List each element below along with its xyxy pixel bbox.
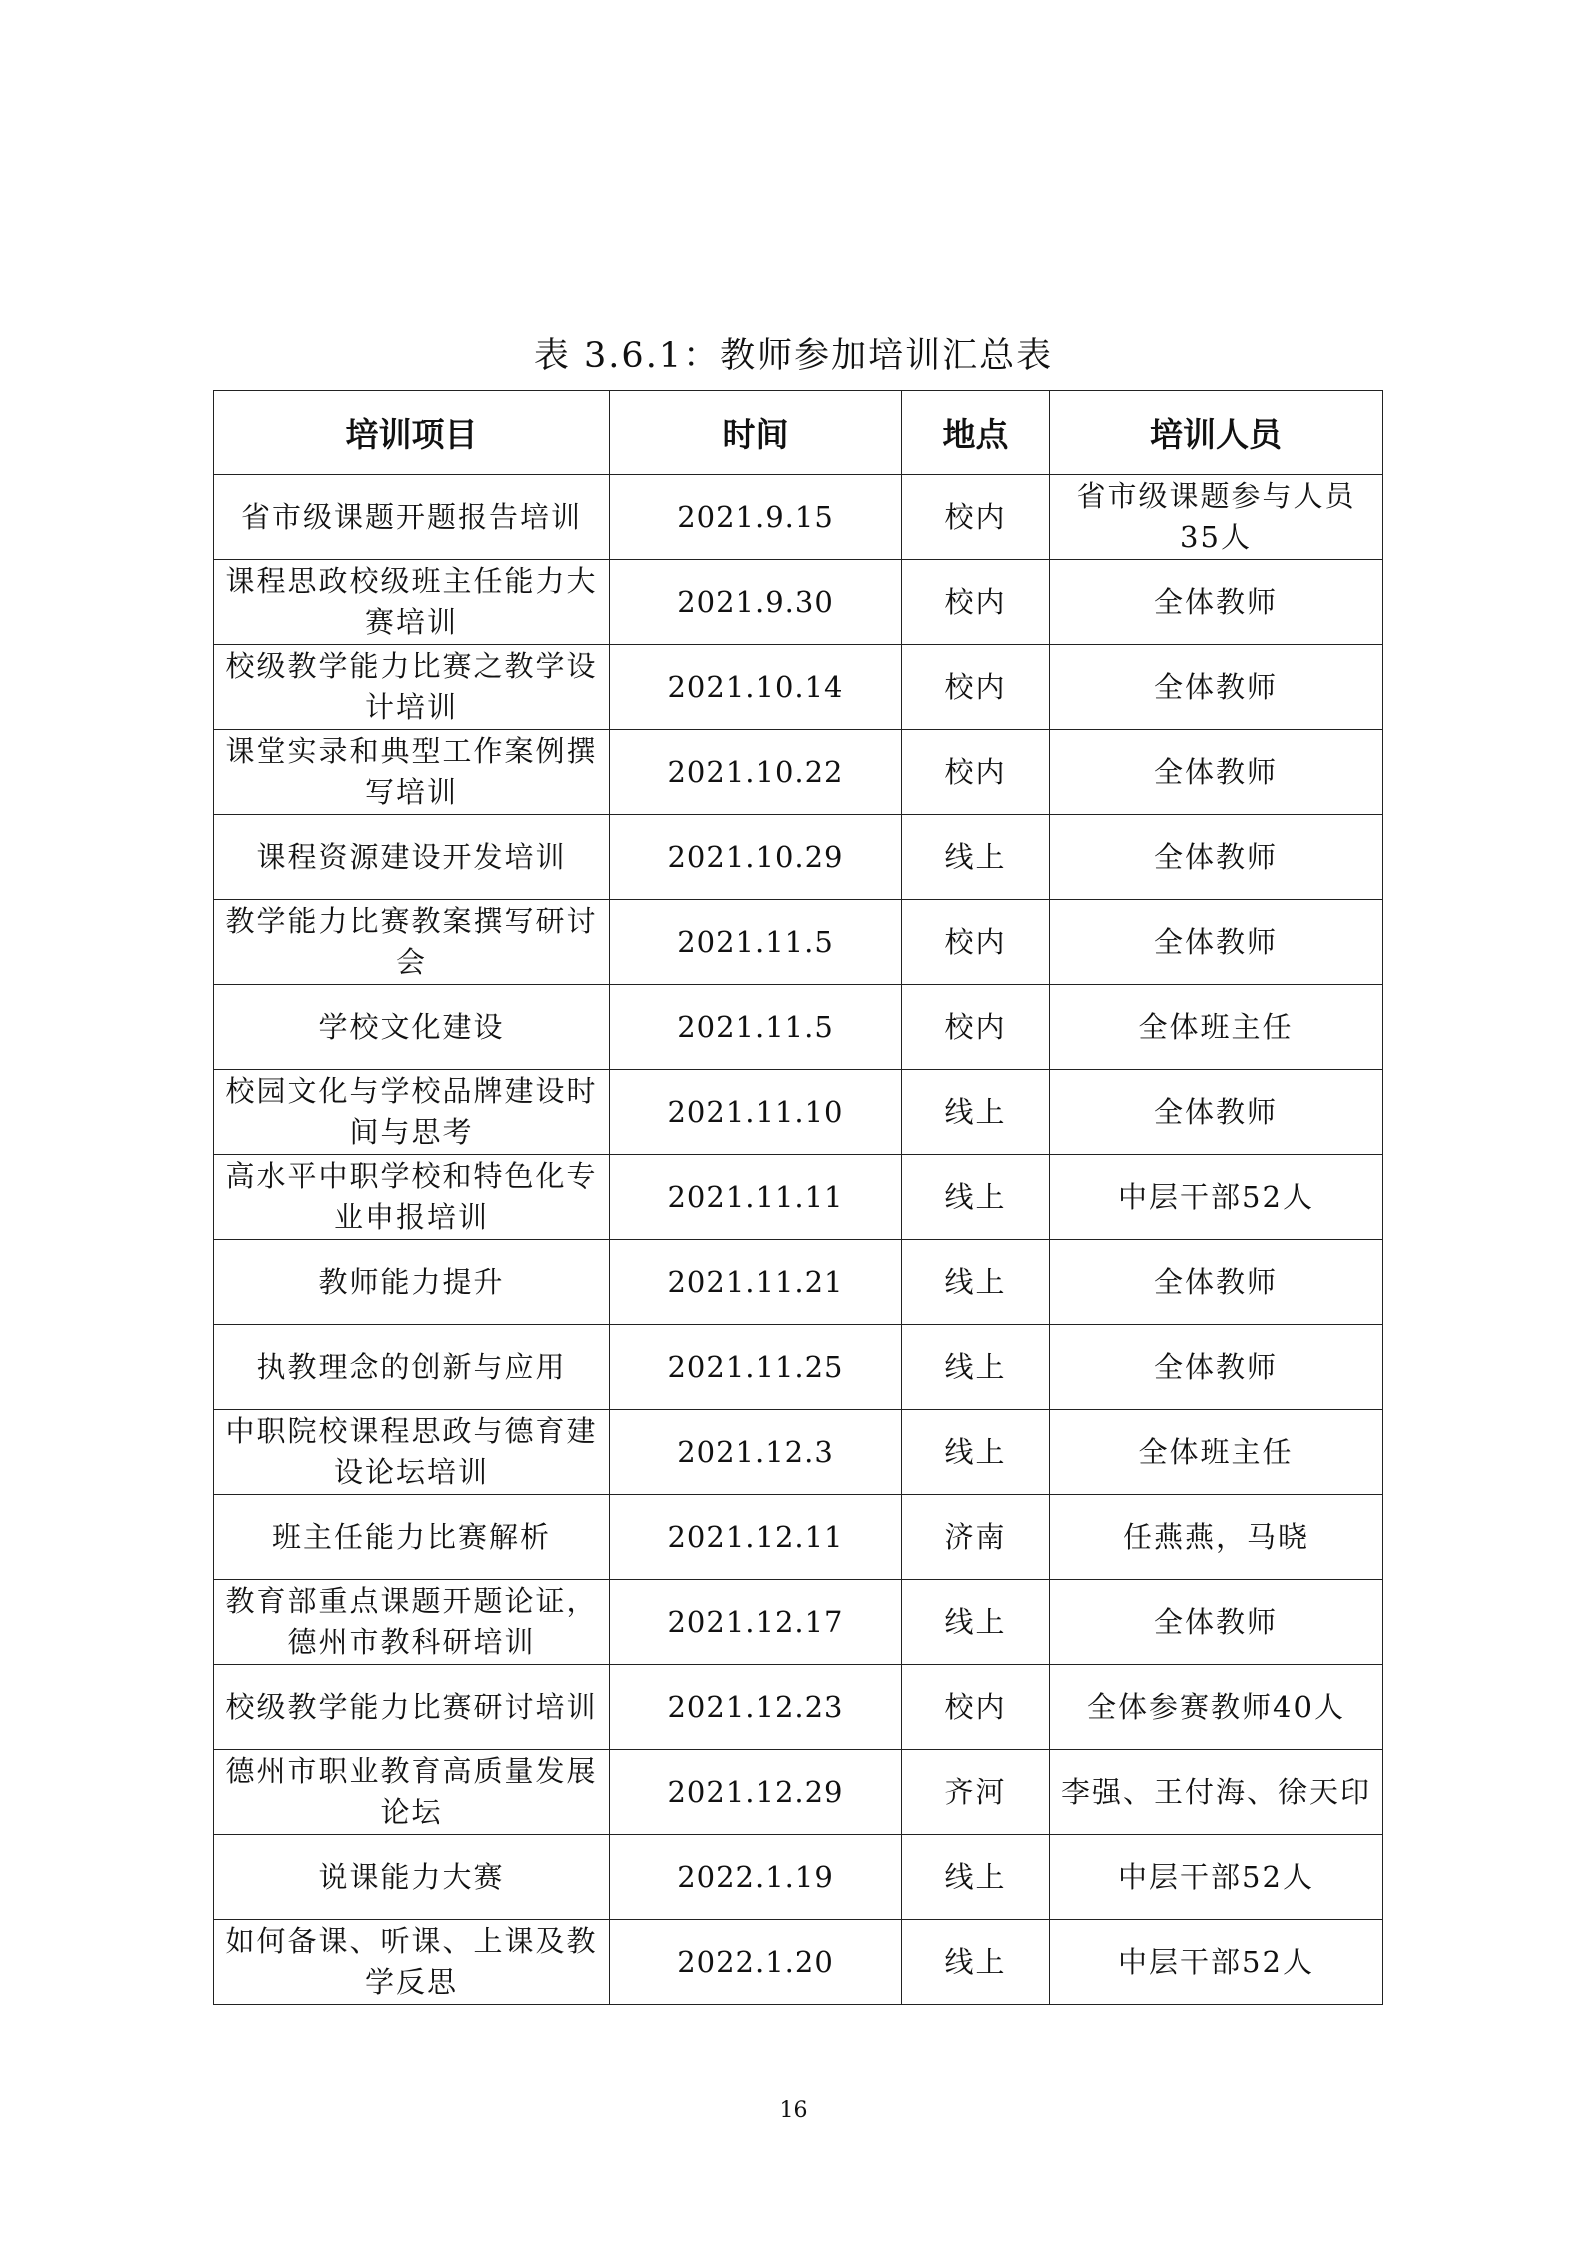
- cell-location: 齐河: [902, 1750, 1050, 1835]
- cell-location: 线上: [902, 1920, 1050, 2005]
- cell-project: 校级教学能力比赛研讨培训: [214, 1665, 610, 1750]
- cell-location: 线上: [902, 1835, 1050, 1920]
- cell-project: 课程思政校级班主任能力大赛培训: [214, 560, 610, 645]
- cell-project: 德州市职业教育高质量发展论坛: [214, 1750, 610, 1835]
- cell-participants: 中层干部52人: [1050, 1155, 1383, 1240]
- table-row: [214, 1580, 1383, 1665]
- cell-location: 校内: [902, 560, 1050, 645]
- cell-participants: 李强、王付海、徐天印: [1050, 1750, 1383, 1835]
- cell-project: 课程资源建设开发培训: [214, 815, 610, 900]
- cell-location: 线上: [902, 1070, 1050, 1155]
- cell-location: 校内: [902, 900, 1050, 985]
- cell-participants: 任燕燕，马晓: [1050, 1495, 1383, 1580]
- cell-time: 2021.11.21: [610, 1240, 902, 1325]
- table-row: [214, 985, 1383, 1070]
- table-header-row: [214, 391, 1383, 475]
- cell-location: 线上: [902, 1155, 1050, 1240]
- page-number: 16: [779, 2098, 808, 2123]
- cell-time: 2021.12.17: [610, 1580, 902, 1665]
- cell-location: 济南: [902, 1495, 1050, 1580]
- table-row: [214, 1665, 1383, 1750]
- cell-participants: 中层干部52人: [1050, 1835, 1383, 1920]
- cell-time: 2021.11.5: [610, 900, 902, 985]
- table-row: [214, 900, 1383, 985]
- cell-time: 2022.1.19: [610, 1835, 902, 1920]
- cell-location: 线上: [902, 1410, 1050, 1495]
- cell-time: 2021.12.29: [610, 1750, 902, 1835]
- table-row: [214, 645, 1383, 730]
- table-row: [214, 475, 1383, 560]
- table-row: [214, 1835, 1383, 1920]
- cell-time: 2021.11.11: [610, 1155, 902, 1240]
- cell-participants: 全体教师: [1050, 815, 1383, 900]
- cell-participants: 全体教师: [1050, 730, 1383, 815]
- table-row: [214, 1070, 1383, 1155]
- cell-time: 2021.11.5: [610, 985, 902, 1070]
- cell-time: 2022.1.20: [610, 1920, 902, 2005]
- cell-location: 校内: [902, 730, 1050, 815]
- cell-project: 教育部重点课题开题论证，德州市教科研培训: [214, 1580, 610, 1665]
- cell-project: 中职院校课程思政与德育建设论坛培训: [214, 1410, 610, 1495]
- cell-project: 学校文化建设: [214, 985, 610, 1070]
- cell-time: 2021.12.3: [610, 1410, 902, 1495]
- table-row: [214, 730, 1383, 815]
- cell-location: 线上: [902, 1325, 1050, 1410]
- cell-location: 校内: [902, 985, 1050, 1070]
- cell-project: 教学能力比赛教案撰写研讨会: [214, 900, 610, 985]
- cell-time: 2021.10.14: [610, 645, 902, 730]
- cell-location: 线上: [902, 815, 1050, 900]
- table-row: [214, 1410, 1383, 1495]
- cell-participants: 中层干部52人: [1050, 1920, 1383, 2005]
- cell-project: 校级教学能力比赛之教学设计培训: [214, 645, 610, 730]
- cell-project: 课堂实录和典型工作案例撰写培训: [214, 730, 610, 815]
- table-row: [214, 560, 1383, 645]
- table-row: [214, 815, 1383, 900]
- cell-time: 2021.9.15: [610, 475, 902, 560]
- cell-location: 校内: [902, 475, 1050, 560]
- cell-participants: 全体班主任: [1050, 1410, 1383, 1495]
- cell-project: 班主任能力比赛解析: [214, 1495, 610, 1580]
- cell-participants: 省市级课题参与人员35人: [1050, 475, 1383, 560]
- cell-time: 2021.10.22: [610, 730, 902, 815]
- training-summary-table: [213, 390, 1383, 2005]
- table-row: [214, 1240, 1383, 1325]
- cell-time: 2021.11.10: [610, 1070, 902, 1155]
- cell-time: 2021.9.30: [610, 560, 902, 645]
- cell-project: 说课能力大赛: [214, 1835, 610, 1920]
- cell-time: 2021.10.29: [610, 815, 902, 900]
- cell-participants: 全体教师: [1050, 560, 1383, 645]
- cell-project: 省市级课题开题报告培训: [214, 475, 610, 560]
- cell-time: 2021.11.25: [610, 1325, 902, 1410]
- cell-project: 执教理念的创新与应用: [214, 1325, 610, 1410]
- table-row: [214, 1750, 1383, 1835]
- cell-project: 教师能力提升: [214, 1240, 610, 1325]
- header-time: 时间: [610, 391, 902, 475]
- header-project: 培训项目: [214, 391, 610, 475]
- cell-location: 线上: [902, 1580, 1050, 1665]
- table-row: [214, 1155, 1383, 1240]
- cell-participants: 全体教师: [1050, 1070, 1383, 1155]
- table-row: [214, 1495, 1383, 1580]
- table-title: 表 3.6.1：教师参加培训汇总表: [533, 336, 1054, 376]
- cell-participants: 全体教师: [1050, 1240, 1383, 1325]
- cell-location: 校内: [902, 1665, 1050, 1750]
- cell-project: 如何备课、听课、上课及教学反思: [214, 1920, 610, 2005]
- cell-time: 2021.12.11: [610, 1495, 902, 1580]
- cell-location: 线上: [902, 1240, 1050, 1325]
- header-location: 地点: [902, 391, 1050, 475]
- cell-project: 高水平中职学校和特色化专业申报培训: [214, 1155, 610, 1240]
- cell-time: 2021.12.23: [610, 1665, 902, 1750]
- cell-participants: 全体教师: [1050, 900, 1383, 985]
- cell-participants: 全体教师: [1050, 1580, 1383, 1665]
- table-row: [214, 1325, 1383, 1410]
- cell-participants: 全体教师: [1050, 645, 1383, 730]
- table-row: [214, 1920, 1383, 2005]
- cell-participants: 全体班主任: [1050, 985, 1383, 1070]
- header-participants: 培训人员: [1050, 391, 1383, 475]
- cell-location: 校内: [902, 645, 1050, 730]
- cell-project: 校园文化与学校品牌建设时间与思考: [214, 1070, 610, 1155]
- cell-participants: 全体教师: [1050, 1325, 1383, 1410]
- cell-participants: 全体参赛教师40人: [1050, 1665, 1383, 1750]
